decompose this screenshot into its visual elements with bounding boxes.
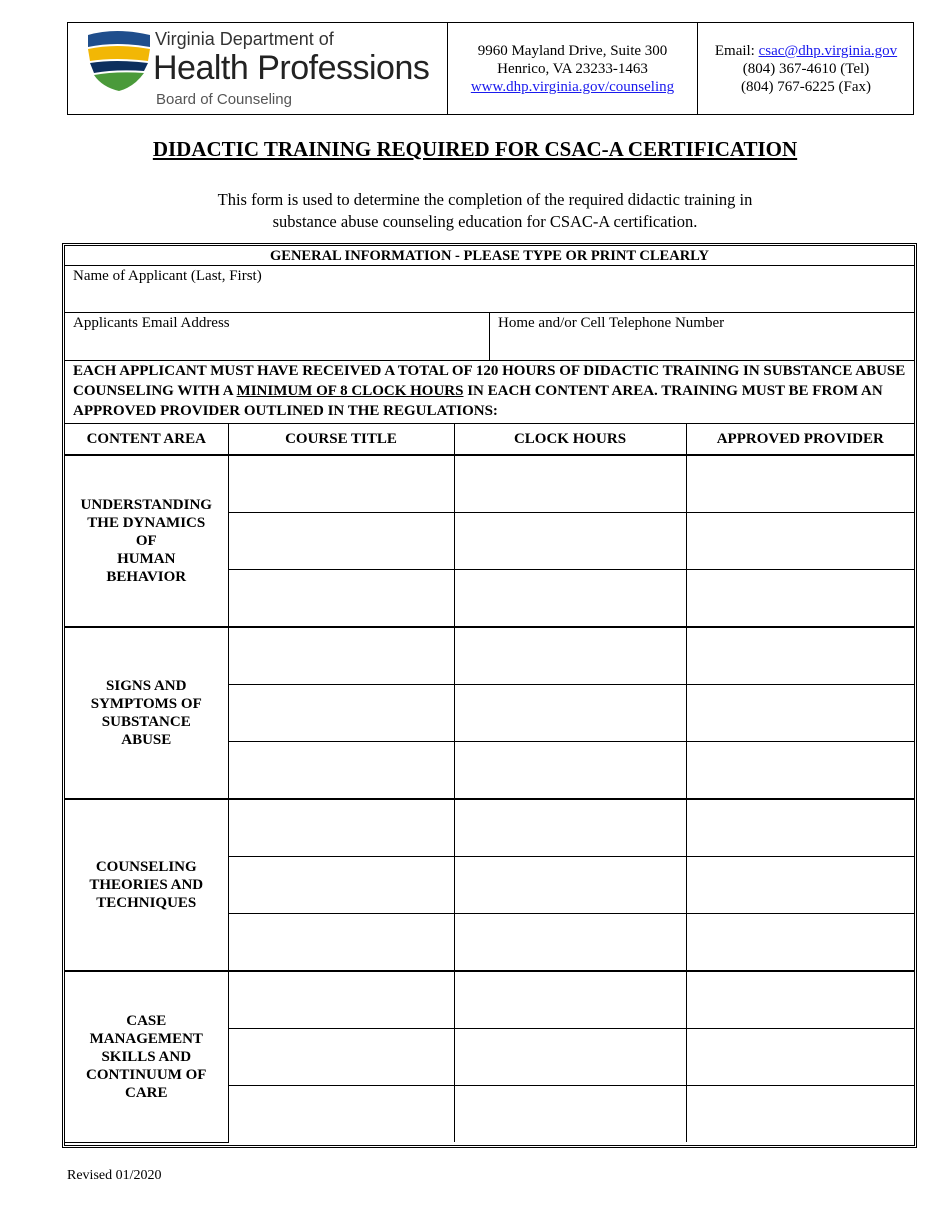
course-title-cell[interactable] xyxy=(228,513,454,570)
fax: (804) 767-6225 (Fax) xyxy=(741,79,871,95)
content-area-line: CASE xyxy=(126,1012,167,1029)
content-area-line: HUMAN xyxy=(117,551,176,567)
content-area-line: SYMPTOMS OF xyxy=(90,696,202,712)
content-area-line: MANAGEMENT xyxy=(89,1030,203,1047)
content-area-label xyxy=(65,799,228,971)
approved-provider-cell[interactable] xyxy=(686,455,914,513)
approved-provider-cell[interactable] xyxy=(686,971,914,1029)
approved-provider-cell[interactable] xyxy=(686,1029,914,1086)
clock-hours-cell[interactable] xyxy=(454,914,686,972)
logo-line-3: Board of Counseling xyxy=(156,91,292,108)
approved-provider-cell[interactable] xyxy=(686,570,914,628)
notice-text-1: EACH APPLICANT MUST HAVE RECEIVED A TOTAL OF 120 HOURS OF DIDACTIC TRAINING IN SUBSTANCE ABUSE COUNSELING WITH A xyxy=(73,363,906,399)
course-title-cell[interactable] xyxy=(228,627,454,685)
intro-line-2: substance abuse counseling education for CSAC-A certification. xyxy=(272,212,698,231)
content-area-line: UNDERSTANDING xyxy=(80,497,212,513)
applicant-phone-field[interactable] xyxy=(490,313,914,360)
course-title-cell[interactable] xyxy=(228,971,454,1029)
clock-hours-cell[interactable] xyxy=(454,627,686,685)
revision-date: Revised 01/2020 xyxy=(67,1168,162,1183)
intro-line-1: This form is used to determine the completion of the required didactic training in xyxy=(217,190,753,209)
clock-hours-cell[interactable] xyxy=(454,455,686,513)
general-info-heading: GENERAL INFORMATION - PLEASE TYPE OR PRINT CLEARLY xyxy=(65,246,914,266)
course-title-cell[interactable] xyxy=(228,685,454,742)
email-label: Email: xyxy=(714,43,759,59)
column-header-approved-provider: APPROVED PROVIDER xyxy=(686,424,914,455)
training-table xyxy=(65,424,914,1143)
course-title-cell[interactable] xyxy=(228,742,454,800)
address-block xyxy=(448,23,698,114)
website-link[interactable]: www.dhp.virginia.gov/counseling xyxy=(470,79,675,95)
course-title-cell[interactable] xyxy=(228,1029,454,1086)
application-form xyxy=(62,243,917,1148)
table-row xyxy=(65,627,914,685)
content-area-line: CARE xyxy=(124,1084,168,1101)
applicant-email-field[interactable] xyxy=(65,313,490,360)
course-title-cell[interactable] xyxy=(228,1086,454,1143)
contact-block xyxy=(699,23,913,114)
approved-provider-cell[interactable] xyxy=(686,914,914,972)
applicant-name-field[interactable] xyxy=(65,266,914,313)
approved-provider-cell[interactable] xyxy=(686,857,914,914)
clock-hours-cell[interactable] xyxy=(454,685,686,742)
notice-emphasis: MINIMUM OF 8 CLOCK HOURS xyxy=(236,383,464,399)
applicant-email-label: Applicants Email Address xyxy=(73,315,230,331)
table-row xyxy=(65,799,914,857)
content-area-line: ABUSE xyxy=(121,732,172,748)
course-title-cell[interactable] xyxy=(228,914,454,972)
logo-line-1: Virginia Department of xyxy=(155,29,334,49)
notice-text-2: IN EACH CONTENT AREA. TRAINING MUST BE FROM AN APPROVED PROVIDER OUTLINED IN THE REGULATIONS: xyxy=(73,383,883,419)
content-area-line: COUNSELING xyxy=(95,859,197,875)
approved-provider-cell[interactable] xyxy=(686,513,914,570)
column-header-clock-hours: CLOCK HOURS xyxy=(454,424,686,455)
content-area-line: SUBSTANCE xyxy=(101,714,191,730)
content-area-label xyxy=(65,627,228,799)
email-link[interactable]: csac@dhp.virginia.gov xyxy=(758,43,898,59)
content-area-label xyxy=(65,455,228,627)
course-title-cell[interactable] xyxy=(228,799,454,857)
address-line-1: 9960 Mayland Drive, Suite 300 xyxy=(477,43,668,59)
clock-hours-cell[interactable] xyxy=(454,857,686,914)
approved-provider-cell[interactable] xyxy=(686,685,914,742)
telephone: (804) 367-4610 (Tel) xyxy=(742,61,870,77)
content-area-line: BEHAVIOR xyxy=(106,569,187,585)
column-header-course-title: COURSE TITLE xyxy=(228,424,454,455)
course-title-cell[interactable] xyxy=(228,570,454,628)
page-title: DIDACTIC TRAINING REQUIRED FOR CSAC-A CERTIFICATION xyxy=(152,137,798,161)
shield-logo-icon xyxy=(86,29,152,93)
content-area-line: TECHNIQUES xyxy=(96,895,197,911)
requirement-notice xyxy=(65,361,914,424)
clock-hours-cell[interactable] xyxy=(454,971,686,1029)
approved-provider-cell[interactable] xyxy=(686,627,914,685)
content-area-line: SKILLS AND xyxy=(101,1048,192,1065)
clock-hours-cell[interactable] xyxy=(454,799,686,857)
clock-hours-cell[interactable] xyxy=(454,570,686,628)
clock-hours-cell[interactable] xyxy=(454,742,686,800)
approved-provider-cell[interactable] xyxy=(686,799,914,857)
content-area-line: SIGNS AND xyxy=(106,678,187,694)
applicant-name-label: Name of Applicant (Last, First) xyxy=(73,268,262,284)
content-area-line: CONTINUUM OF xyxy=(86,1066,207,1083)
clock-hours-cell[interactable] xyxy=(454,513,686,570)
content-area-label xyxy=(65,971,228,1142)
column-header-content-area: CONTENT AREA xyxy=(65,424,228,455)
applicant-phone-label: Home and/or Cell Telephone Number xyxy=(498,315,725,331)
intro-text xyxy=(190,189,780,233)
letterhead xyxy=(67,22,914,115)
content-area-line: THEORIES AND xyxy=(89,877,204,893)
agency-logo xyxy=(68,23,448,114)
table-row xyxy=(65,455,914,513)
content-area-line: OF xyxy=(135,533,157,549)
address-line-2: Henrico, VA 23233-1463 xyxy=(497,61,648,77)
clock-hours-cell[interactable] xyxy=(454,1029,686,1086)
approved-provider-cell[interactable] xyxy=(686,1086,914,1143)
logo-line-2: Health Professions xyxy=(153,49,430,87)
course-title-cell[interactable] xyxy=(228,455,454,513)
course-title-cell[interactable] xyxy=(228,857,454,914)
clock-hours-cell[interactable] xyxy=(454,1086,686,1143)
approved-provider-cell[interactable] xyxy=(686,742,914,800)
table-row xyxy=(65,971,914,1029)
content-area-line: THE DYNAMICS xyxy=(87,515,206,531)
contact-fields-row xyxy=(65,313,914,361)
